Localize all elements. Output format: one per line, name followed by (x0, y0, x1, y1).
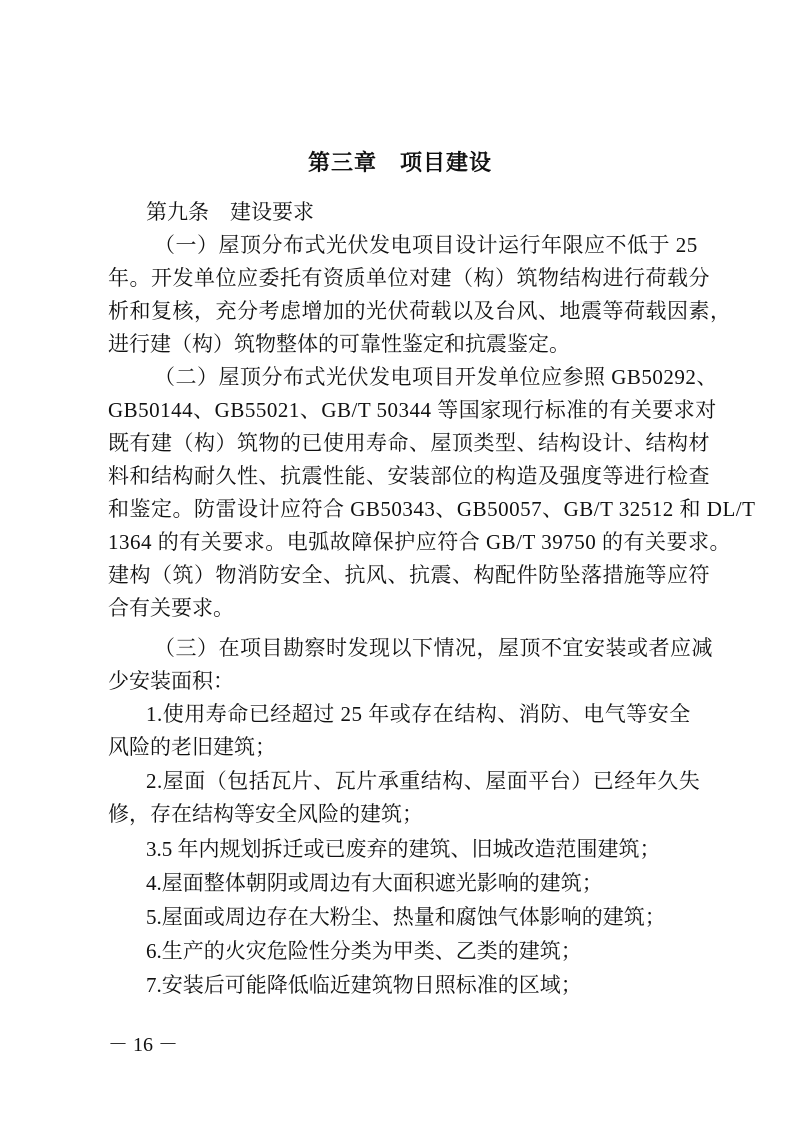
text-line: GB50144、GB55021、GB/T 50344 等国家现行标准的有关要求对 (108, 398, 717, 422)
text-line: 年。开发单位应委托有资质单位对建（构）筑物结构进行荷载分 (108, 266, 710, 290)
text-line: （一）屋顶分布式光伏发电项目设计运行年限应不低于 25 (154, 233, 698, 257)
text-line: 风险的老旧建筑； (108, 735, 276, 759)
text-line: （三）在项目勘察时发现以下情况，屋顶不宜安装或者应减 (154, 636, 713, 660)
text-line: 5.屋面或周边存在大粉尘、热量和腐蚀气体影响的建筑； (146, 905, 666, 929)
text-line: 析和复核，充分考虑增加的光伏荷载以及台风、地震等荷载因素， (108, 299, 732, 323)
text-line: 4.屋面整体朝阴或周边有大面积遮光影响的建筑； (146, 871, 603, 895)
text-line: 料和结构耐久性、抗震性能、安装部位的构造及强度等进行检查 (108, 464, 710, 488)
text-line: 建构（筑）物消防安全、抗风、抗震、构配件防坠落措施等应符 (108, 563, 710, 587)
text-line: 6.生产的火灾危险性分类为甲类、乙类的建筑； (146, 939, 582, 963)
text-line: 合有关要求。 (108, 596, 234, 620)
text-line: 2.屋面（包括瓦片、瓦片承重结构、屋面平台）已经年久失 (146, 769, 701, 793)
text-line: 1.使用寿命已经超过 25 年或存在结构、消防、电气等安全 (146, 702, 691, 726)
text-line: 进行建（构）筑物整体的可靠性鉴定和抗震鉴定。 (108, 332, 570, 356)
page-number: － 16 － (108, 1034, 178, 1056)
text-line: 和鉴定。防雷设计应符合 GB50343、GB50057、GB/T 32512 和 DL/T (108, 497, 756, 521)
text-line: 既有建（构）筑物的已使用寿命、屋顶类型、结构设计、结构材 (108, 431, 710, 455)
text-line: 1364 的有关要求。电弧故障保护应符合 GB/T 39750 的有关要求。 (108, 530, 731, 554)
article-heading: 第九条 建设要求 (146, 200, 314, 224)
text-line: 少安装面积： (108, 669, 234, 693)
chapter-title: 第三章 项目建设 (307, 150, 492, 175)
text-line: （二）屋顶分布式光伏发电项目开发单位应参照 GB50292、 (154, 365, 718, 389)
text-line: 7.安装后可能降低临近建筑物日照标准的区域； (146, 973, 582, 997)
text-line: 3.5 年内规划拆迁或已废弃的建筑、旧城改造范围建筑； (146, 837, 661, 861)
text-line: 修，存在结构等安全风险的建筑； (108, 802, 423, 826)
